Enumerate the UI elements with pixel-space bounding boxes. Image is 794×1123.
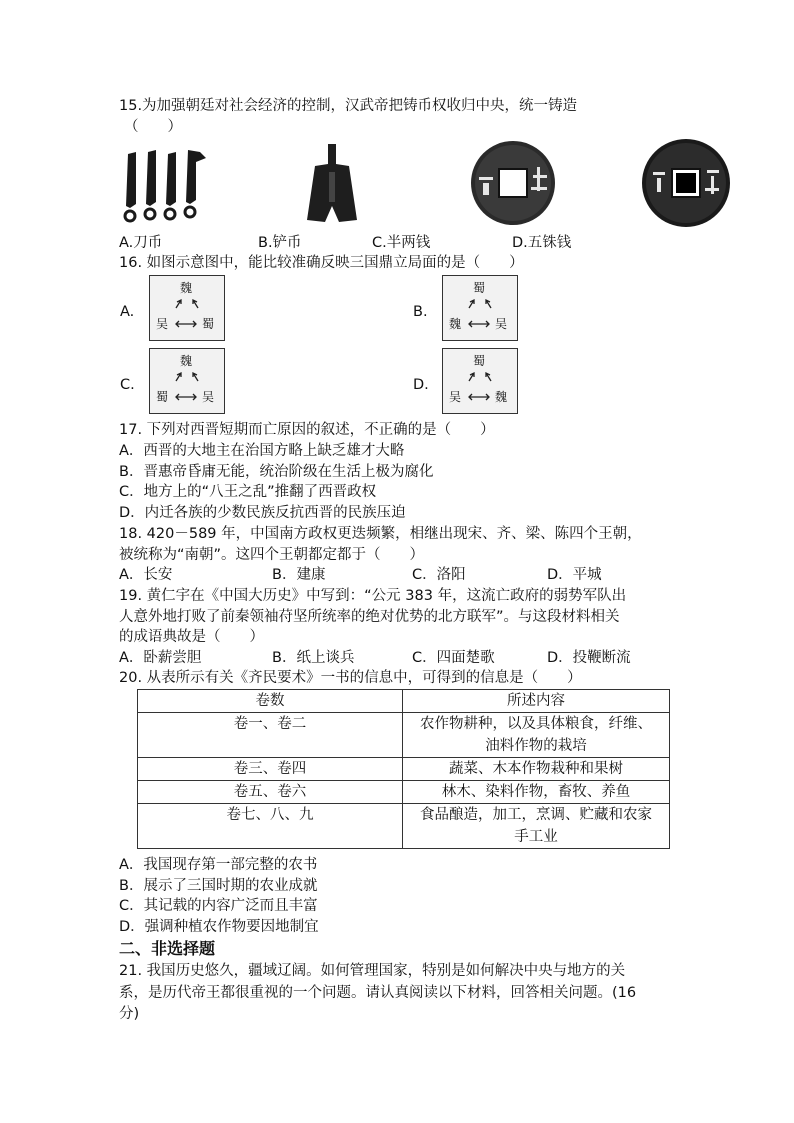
table-row: [138, 758, 670, 781]
diagram-right-label: 魏: [495, 390, 508, 404]
banliang-coin-image: [469, 139, 557, 227]
q15-option-c: C.半两钱: [372, 235, 431, 251]
diagram-left-label: 吴: [156, 317, 169, 331]
knife-coin-image: [120, 148, 210, 226]
table-cell: 蔬菜、木本作物栽种和果树: [403, 758, 670, 781]
q18-option-b: B．建康: [272, 567, 326, 583]
q16-option-c-diagram: [149, 348, 225, 414]
table-row: [138, 781, 670, 804]
diagram-top-label: 蜀: [473, 354, 486, 368]
q17-option-d: D．内迁各族的少数民族反抗西晋的民族压迫: [119, 505, 406, 521]
triangle-arrows-icon: [443, 349, 517, 413]
q19-option-a: A．卧薪尝胆: [119, 650, 202, 666]
table-cell: 林木、染料作物，畜牧、养鱼: [403, 781, 670, 804]
diagram-left-label: 魏: [449, 317, 462, 331]
qimin-yaoshu-table: [137, 689, 670, 849]
table-cell: 卷一、卷二: [138, 713, 403, 758]
q15-option-d: D.五铢钱: [512, 235, 572, 251]
q17-option-c: C．地方上的“八王之乱”推翻了西晋政权: [119, 484, 377, 500]
q20-option-a: A．我国现存第一部完整的农书: [119, 857, 318, 873]
q15-option-a: A.刀币: [119, 235, 163, 251]
q18-stem-line1: 18. 420－589 年，中国南方政权更迭频繁，相继出现宋、齐、梁、陈四个王朝，: [119, 526, 642, 542]
q15-answer-paren: （ ）: [124, 119, 182, 135]
q19-option-b: B．纸上谈兵: [272, 650, 355, 666]
q21-line2: 系，是历代帝王都很重视的一个问题。请认真阅读以下材料，回答相关问题。(16: [119, 985, 637, 1001]
q20-option-b: B．展示了三国时期的农业成就: [119, 878, 318, 894]
triangle-arrows-icon: [443, 276, 517, 340]
q21-line3: 分): [119, 1006, 140, 1022]
q17-option-b: B．晋惠帝昏庸无能，统治阶级在生活上极为腐化: [119, 464, 434, 480]
table-cell: 食品酿造，加工，烹调、贮藏和农家手工业: [403, 804, 670, 849]
q20-option-c: C．其记载的内容广泛而且丰富: [119, 898, 318, 914]
q16-option-d-diagram: [442, 348, 518, 414]
diagram-left-label: 吴: [449, 390, 462, 404]
table-header-cell: 卷数: [138, 690, 403, 713]
q19-option-c: C．四面楚歌: [412, 650, 495, 666]
diagram-top-label: 魏: [180, 354, 193, 368]
table-cell: 卷三、卷四: [138, 758, 403, 781]
q21-line1: 21. 我国历史悠久，疆域辽阔。如何管理国家，特别是如何解决中央与地方的关: [119, 963, 626, 979]
table-row: [138, 804, 670, 849]
diagram-right-label: 吴: [495, 317, 508, 331]
table-cell: 卷七、八、九: [138, 804, 403, 849]
diagram-left-label: 蜀: [156, 390, 169, 404]
diagram-top-label: 蜀: [473, 281, 486, 295]
table-row: [138, 713, 670, 758]
table-header-row: [138, 690, 670, 713]
triangle-arrows-icon: [150, 349, 224, 413]
q18-stem-line2: 被统称为“南朝”。这四个王朝都定都于（ ）: [119, 547, 425, 563]
q17-option-a: A．西晋的大地主在治国方略上缺乏雄才大略: [119, 443, 405, 459]
q18-option-d: D．平城: [547, 567, 602, 583]
diagram-right-label: 吴: [202, 390, 215, 404]
q19-option-d: D．投鞭断流: [547, 650, 631, 666]
q16-option-b-diagram: [442, 275, 518, 341]
table-header-cell: 所述内容: [403, 690, 670, 713]
section-title: 二、非选择题: [119, 939, 216, 958]
q18-option-c: C．洛阳: [412, 567, 466, 583]
diagram-right-label: 蜀: [202, 317, 215, 331]
q15-option-b: B.铲币: [258, 235, 302, 251]
spade-coin-image: [301, 142, 363, 226]
q17-stem: 17. 下列对西晋短期而亡原因的叙述，不正确的是（ ）: [119, 422, 495, 438]
q20-stem: 20. 从表所示有关《齐民要术》一书的信息中，可得到的信息是（ ）: [119, 670, 582, 686]
q15-stem: 15.为加强朝廷对社会经济的控制，汉武帝把铸币权收归中央，统一铸造: [119, 98, 578, 114]
q16-option-c-letter: C.: [120, 377, 135, 393]
q19-stem-line2: 人意外地打败了前秦领袖苻坚所统率的绝对优势的北方联军”。与这段材料相关: [119, 609, 620, 625]
q19-stem-line3: 的成语典故是（ ）: [119, 629, 264, 645]
table-cell: 农作物耕种，以及具体粮食，纤维、油料作物的栽培: [403, 713, 670, 758]
q18-option-a: A．长安: [119, 567, 173, 583]
table-cell: 卷五、卷六: [138, 781, 403, 804]
q16-option-a-letter: A.: [120, 304, 135, 320]
q19-stem-line1: 19. 黄仁宇在《中国大历史》中写到：“公元 383 年，这流亡政府的弱势军队出: [119, 588, 627, 604]
q16-stem: 16. 如图示意图中，能比较准确反映三国鼎立局面的是（ ）: [119, 255, 524, 271]
q16-option-b-letter: B.: [413, 304, 428, 320]
q20-option-d: D．强调种植农作物要因地制宜: [119, 919, 319, 935]
q16-option-a-diagram: [149, 275, 225, 341]
triangle-arrows-icon: [150, 276, 224, 340]
diagram-top-label: 魏: [180, 281, 193, 295]
q16-option-d-letter: D.: [413, 377, 429, 393]
wuzhu-coin-image: [641, 138, 731, 228]
